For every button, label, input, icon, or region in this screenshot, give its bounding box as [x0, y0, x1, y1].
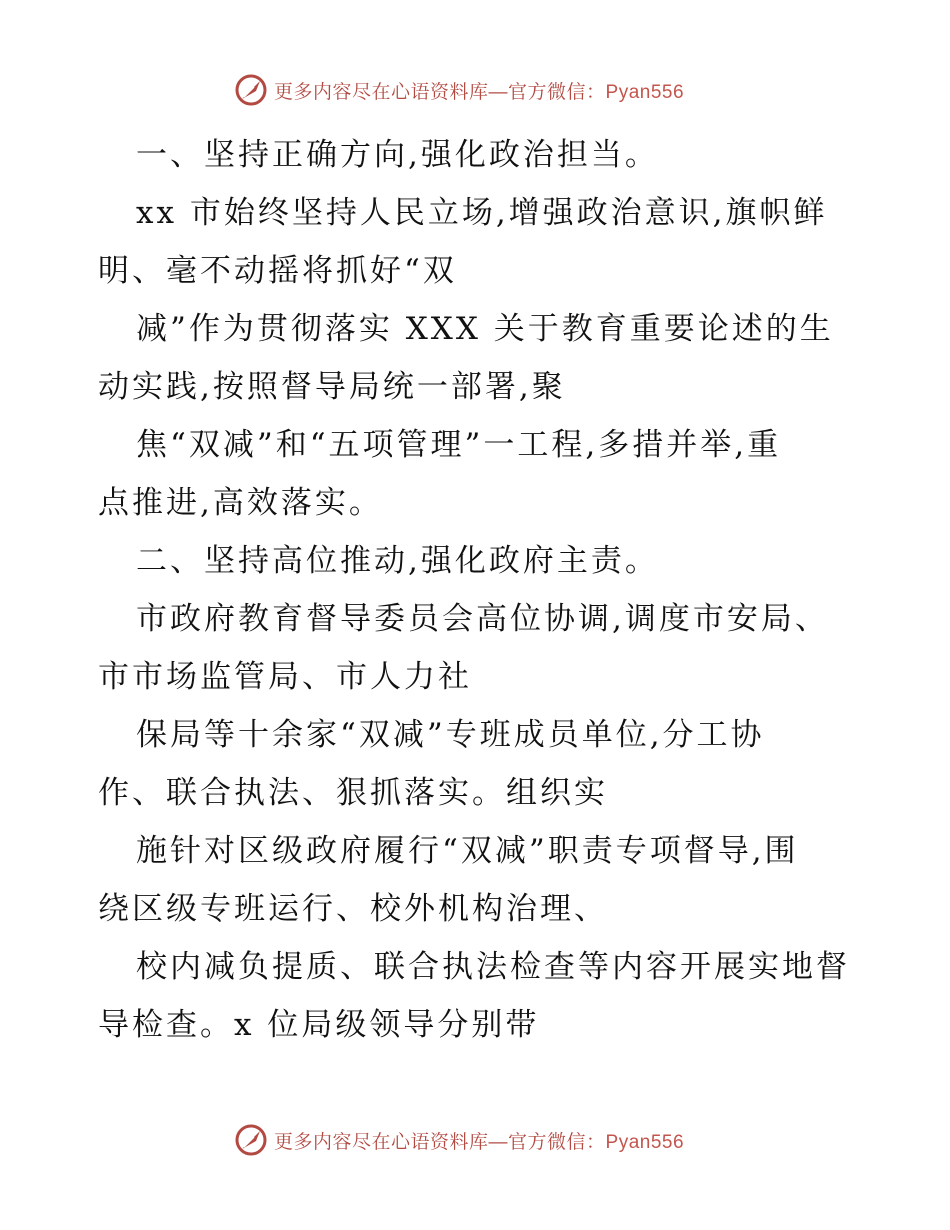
header-watermark: [234, 72, 684, 108]
watermark-text: 更多内容尽在心语资料库—官方微信：Pyan556: [274, 1131, 685, 1153]
body-line-14: 绕区级专班运行、校外机构治理、: [98, 891, 608, 927]
footer-watermark: [234, 1122, 684, 1158]
body-line-6: 焦“双减”和“五项管理”一工程,多措并举,重: [136, 427, 782, 463]
body-line-10: 市市场监管局、市人力社: [98, 659, 472, 695]
body-line-16: 导检查。x 位局级领导分别带: [98, 1007, 540, 1043]
body-line-11: 保局等十余家“双减”专班成员单位,分工协: [136, 717, 765, 753]
quill-logo-icon: [234, 1123, 268, 1157]
document-body: [98, 126, 858, 1054]
body-line-2: xx 市始终坚持人民立场,增强政治意识,旗帜鲜: [136, 195, 828, 231]
body-line-5: 动实践,按照督导局统一部署,聚: [98, 369, 566, 405]
body-line-15: 校内减负提质、联合执法检查等内容开展实地督: [136, 949, 850, 985]
body-line-3: 明、毫不动摇将抓好“双: [98, 253, 457, 289]
body-line-13: 施针对区级政府履行“双减”职责专项督导,围: [136, 833, 799, 869]
body-line-1: 一、坚持正确方向,强化政治担当。: [136, 137, 659, 173]
body-line-8: 二、坚持高位推动,强化政府主责。: [136, 543, 659, 579]
watermark-id: Pyan556: [605, 81, 685, 103]
body-line-12: 作、联合执法、狠抓落实。组织实: [98, 775, 608, 811]
body-line-4: 减”作为贯彻落实 XXX 关于教育重要论述的生: [136, 311, 834, 347]
quill-logo-icon: [234, 73, 268, 107]
body-line-9: 市政府教育督导委员会高位协调,调度市安局、: [136, 601, 829, 637]
watermark-text: 更多内容尽在心语资料库—官方微信：Pyan556: [274, 81, 685, 103]
watermark-id: Pyan556: [605, 1131, 685, 1153]
body-line-7: 点推进,高效落实。: [98, 485, 383, 521]
